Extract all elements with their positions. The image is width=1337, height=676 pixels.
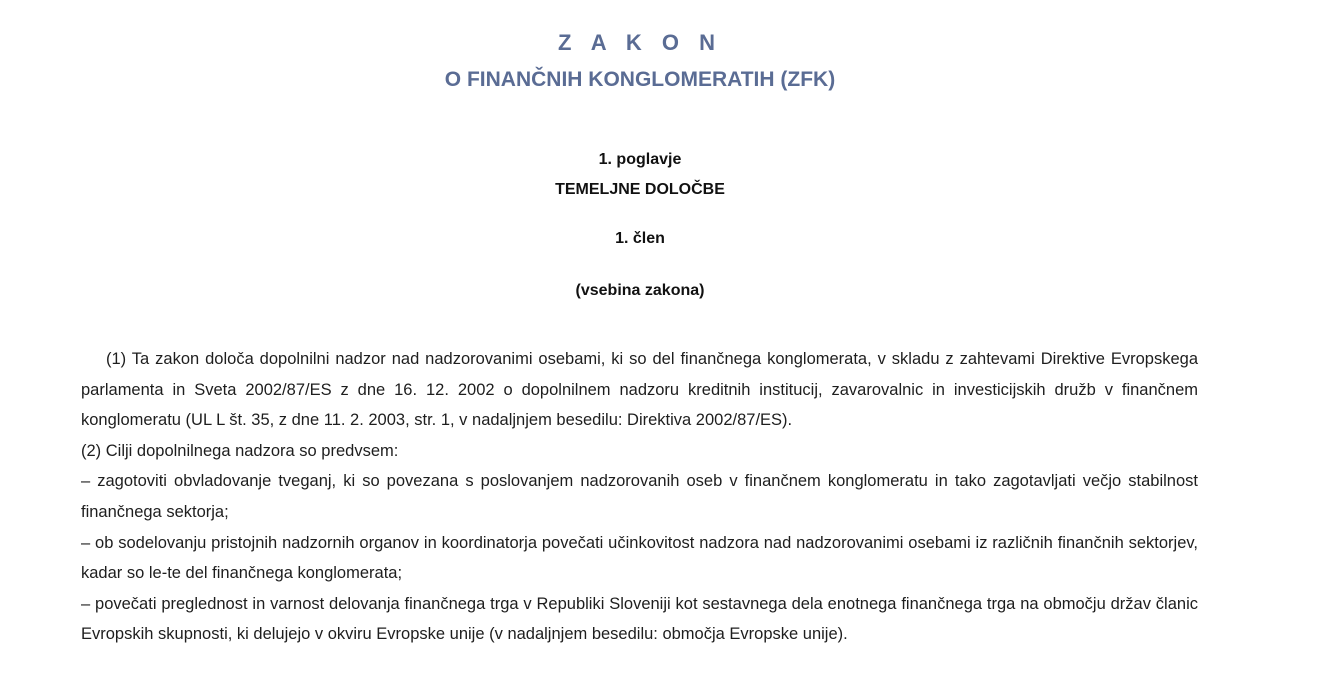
paragraph-1: (1) Ta zakon določa dopolnilni nadzor nad nadzorovanimi osebami, ki so del finančnega konglomerata, v skladu z zahtevami Direktive Evropskega parlamenta in Sveta 2002/87/ES z dne 16. 12. 2002 o dopolnilnem nadzoru kreditnih institucij, zavarovalnic in investicijskih družb v finančnem konglomeratu (UL L št. 35, z dne 11. 2. 2003, str. 1, v nadaljnjem besedilu: Direktiva 2002/87/ES). bbox=[81, 350, 1198, 430]
law-subtitle: O FINANČNIH KONGLOMERATIH (ZFK) bbox=[444, 68, 836, 91]
article-title: (vsebina zakona) bbox=[575, 282, 705, 299]
chapter-number: 1. poglavje bbox=[598, 151, 682, 168]
paragraph-2: (2) Cilji dopolnilnega nadzora so predvsem: bbox=[81, 441, 399, 460]
article-body bbox=[81, 344, 1198, 650]
list-item: – zagotoviti obvladovanje tveganj, ki so povezana s poslovanjem nadzorovanih oseb v finančnem konglomeratu in tako zagotavljati večjo stabilnost finančnega sektorja; bbox=[81, 472, 1198, 521]
law-title: Z A K O N bbox=[557, 30, 723, 55]
list-item: – povečati preglednost in varnost delovanja finančnega trga v Republiki Sloveniji kot sestavnega dela enotnega finančnega trga na območju držav članic Evropskih skupnosti, ki delujejo v okviru Evropske unije (v nadaljnjem besedilu: območja Evropske unije). bbox=[81, 594, 1198, 644]
list-item: – ob sodelovanju pristojnih nadzornih organov in koordinatorja povečati učinkovitost nadzora nad nadzorovanimi osebami iz različnih finančnih sektorjev, kadar so le-te del finančnega konglomerata; bbox=[81, 533, 1198, 583]
article-number: 1. člen bbox=[615, 230, 665, 247]
chapter-title: TEMELJNE DOLOČBE bbox=[555, 181, 725, 198]
